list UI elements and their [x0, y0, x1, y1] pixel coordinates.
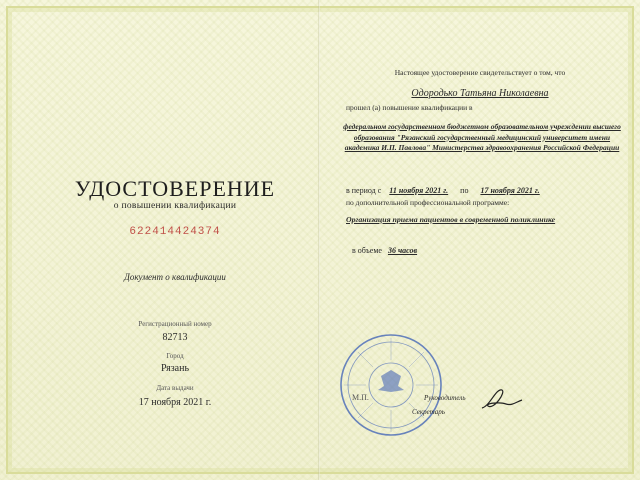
city-value: Рязань — [160, 363, 190, 374]
stamp-place-label: М.П. — [352, 393, 369, 402]
document-type: Документ о квалификации — [124, 272, 226, 282]
program-volume — [352, 246, 417, 255]
certificate-subtitle: о повышении квалификации — [113, 201, 237, 211]
holder-name: Одородько Татьяна Николаевна — [411, 88, 549, 99]
serial-number: 622414424374 — [129, 226, 221, 238]
registration-label: Регистрационный номер — [138, 320, 212, 328]
program-intro: по дополнительной профессиональной программе: — [346, 198, 510, 207]
head-label: Руководитель — [424, 394, 466, 402]
head-signature — [476, 384, 526, 414]
period-to: 17 ноября 2021 г. — [480, 186, 540, 195]
period-prefix: в период с — [346, 186, 382, 195]
period-mid: по — [460, 186, 469, 195]
volume-hours: 36 часов — [387, 246, 418, 255]
center-fold — [318, 0, 320, 480]
passed-text: прошел (а) повышение квалификации в — [346, 103, 473, 112]
training-period — [346, 186, 540, 195]
official-stamp — [336, 330, 446, 440]
issue-date: 17 ноября 2021 г. — [138, 397, 212, 408]
program-name: Организация приема пациентов в современной поликлинике — [346, 215, 556, 224]
volume-prefix: в объеме — [352, 246, 382, 255]
period-from: 11 ноября 2021 г. — [389, 186, 449, 195]
issue-date-label: Дата выдачи — [156, 384, 194, 392]
registration-number: 82713 — [162, 332, 188, 343]
secretary-label: Секретарь — [412, 408, 445, 416]
certificate-title: УДОСТОВЕРЕНИЕ — [74, 176, 276, 201]
certificate-intro: Настоящее удостоверение свидетельствует о том, что — [394, 68, 566, 77]
organization-name: федеральном государственном бюджетном образовательном учреждении высшего образования "Рязанский государственный медицинский университет имени академика И.П. Павлова" Министерства здравоохранения Российской Федерации — [343, 122, 621, 152]
city-label: Город — [166, 352, 184, 360]
